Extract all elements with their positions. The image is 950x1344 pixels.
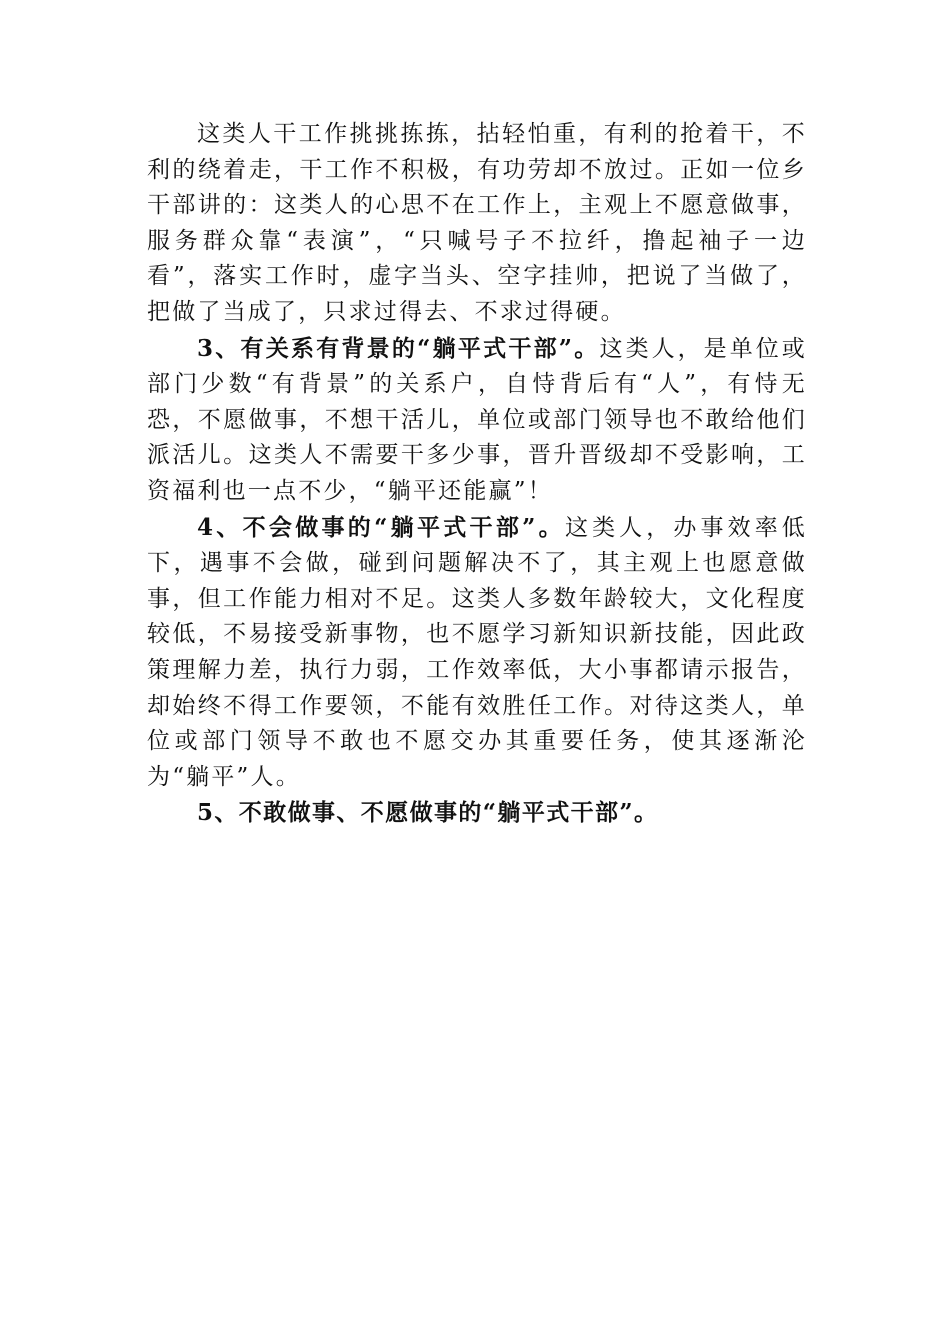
paragraph-1	[147, 116, 807, 331]
paragraph-1-text: 这类人干工作挑挑拣拣，拈轻怕重，有利的抢着干，不利的绕着走，干工作不积极，有功劳却不放过。正如一位乡干部讲的：这类人的心思不在工作上，主观上不愿意做事，服务群众靠“表演”，“只喊号子不拉纤，撸起袖子一边看”，落实工作时，虚字当头、空字挂帅，把说了当做了，把做了当成了，只求过得去、不求过得硬。	[147, 121, 807, 325]
paragraph-4-heading: 5、不敢做事、不愿做事的“躺平式干部”。	[197, 799, 659, 827]
paragraph-3-heading: 4、不会做事的“躺平式干部”。	[197, 513, 565, 541]
paragraph-2-text: 这类人，是单位或部门少数“有背景”的关系户，自恃背后有“人”，有恃无恐，不愿做事，不想干活儿，单位或部门领导也不敢给他们派活儿。这类人不需要干多少事，晋升晋级却不受影响，工资福利也一点不少，“躺平还能赢”！	[147, 335, 808, 504]
paragraph-3-text: 这类人，办事效率低下，遇事不会做，碰到问题解决不了，其主观上也愿意做事，但工作能力相对不足。这类人多数年龄较大，文化程度较低，不易接受新事物，也不愿学习新知识新技能，因此政策理解力差，执行力弱，工作效率低，大小事都请示报告，却始终不得工作要领，不能有效胜任工作。对待这类人，单位或部门领导不敢也不愿交办其重要任务，使其逐渐沦为“躺平”人。	[147, 514, 807, 790]
paragraph-2-heading: 3、有关系有背景的“躺平式干部”。	[197, 334, 600, 362]
paragraph-3	[147, 510, 807, 796]
document-body	[147, 116, 807, 832]
paragraph-4	[147, 795, 807, 832]
paragraph-2	[147, 331, 807, 510]
